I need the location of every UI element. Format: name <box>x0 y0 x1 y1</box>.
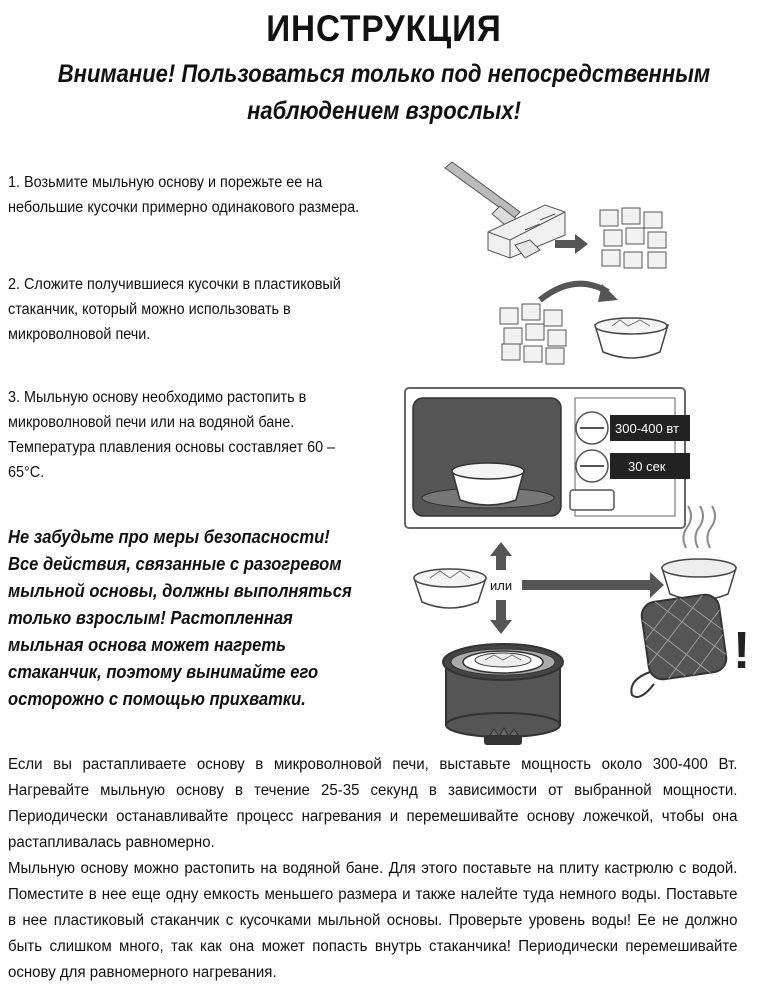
water-bath-paragraph: Мыльную основу можно растопить на водяной бане. Для этого поставьте на плиту кастрюлю с водой. Поместите в нее еще одну емкость меньшего размера и также налейте туда немного воды. Поставьте в нее пластиковый стаканчик с кусочками мыльной основы. Проверьте уровень воды! Ее не должно быть слишком много, так как она может попасть внутрь стаканчика! Периодически перемешивайте основу для равномерного нагревания. <box>8 860 738 981</box>
power-label: 300-400 вт <box>615 421 679 436</box>
step-1-text: 1. Возьмите мыльную основу и порежьте ее на небольшие кусочки примерно одинакового размера. <box>8 174 360 216</box>
arrow-down-icon <box>490 600 512 634</box>
step-3-text: 3. Мыльную основу необходимо растопить в микроволновой печи или на водяной бане. Температура плавления основы составляет 60 – 65°С. <box>8 389 336 481</box>
curved-arrow-icon <box>540 284 608 300</box>
arrow-up-icon <box>490 542 512 570</box>
bowl-icon <box>662 559 736 600</box>
page-title: ИНСТРУКЦИЯ <box>266 8 502 49</box>
or-label: или <box>490 578 513 593</box>
bowl-icon <box>595 318 668 358</box>
exclamation-icon: ! <box>733 622 751 680</box>
microwave-paragraph: Если вы растапливаете основу в микроволновой печи, выставьте мощность около 300-400 Вт. Нагревайте мыльную основу в течение 25-35 секунд в зависимости от выбранной мощности. Периодически останавливайте процесс нагревания и перемешивайте основу ложечкой, чтобы она растапливалась равномерно. <box>8 756 738 851</box>
soap-cubes-icon <box>600 208 666 268</box>
step-2-text: 2. Сложите получившиеся кусочки в пластиковый стаканчик, который можно использовать в микроволновой печи. <box>8 276 341 343</box>
water-bath-pot-icon <box>443 644 563 737</box>
safety-note: Не забудьте про меры безопасности! Все действия, связанные с разогревом мыльной основы, должны выполняться только взрослым! Растопленная мыльная основа может нагреть стаканчик, поэтому вынимайте его осторожно с помощью прихватки. <box>8 527 352 709</box>
bowl-icon <box>414 569 486 608</box>
warning-line-1: Внимание! Пользоваться только под непосредственным <box>57 60 711 88</box>
soap-cubes-icon <box>500 304 566 364</box>
time-label: 30 сек <box>628 459 666 474</box>
steam-icon <box>683 506 715 548</box>
pot-holder-icon <box>631 593 728 697</box>
warning-line-2: наблюдением взрослых! <box>247 97 521 125</box>
arrow-right-icon <box>522 572 664 598</box>
